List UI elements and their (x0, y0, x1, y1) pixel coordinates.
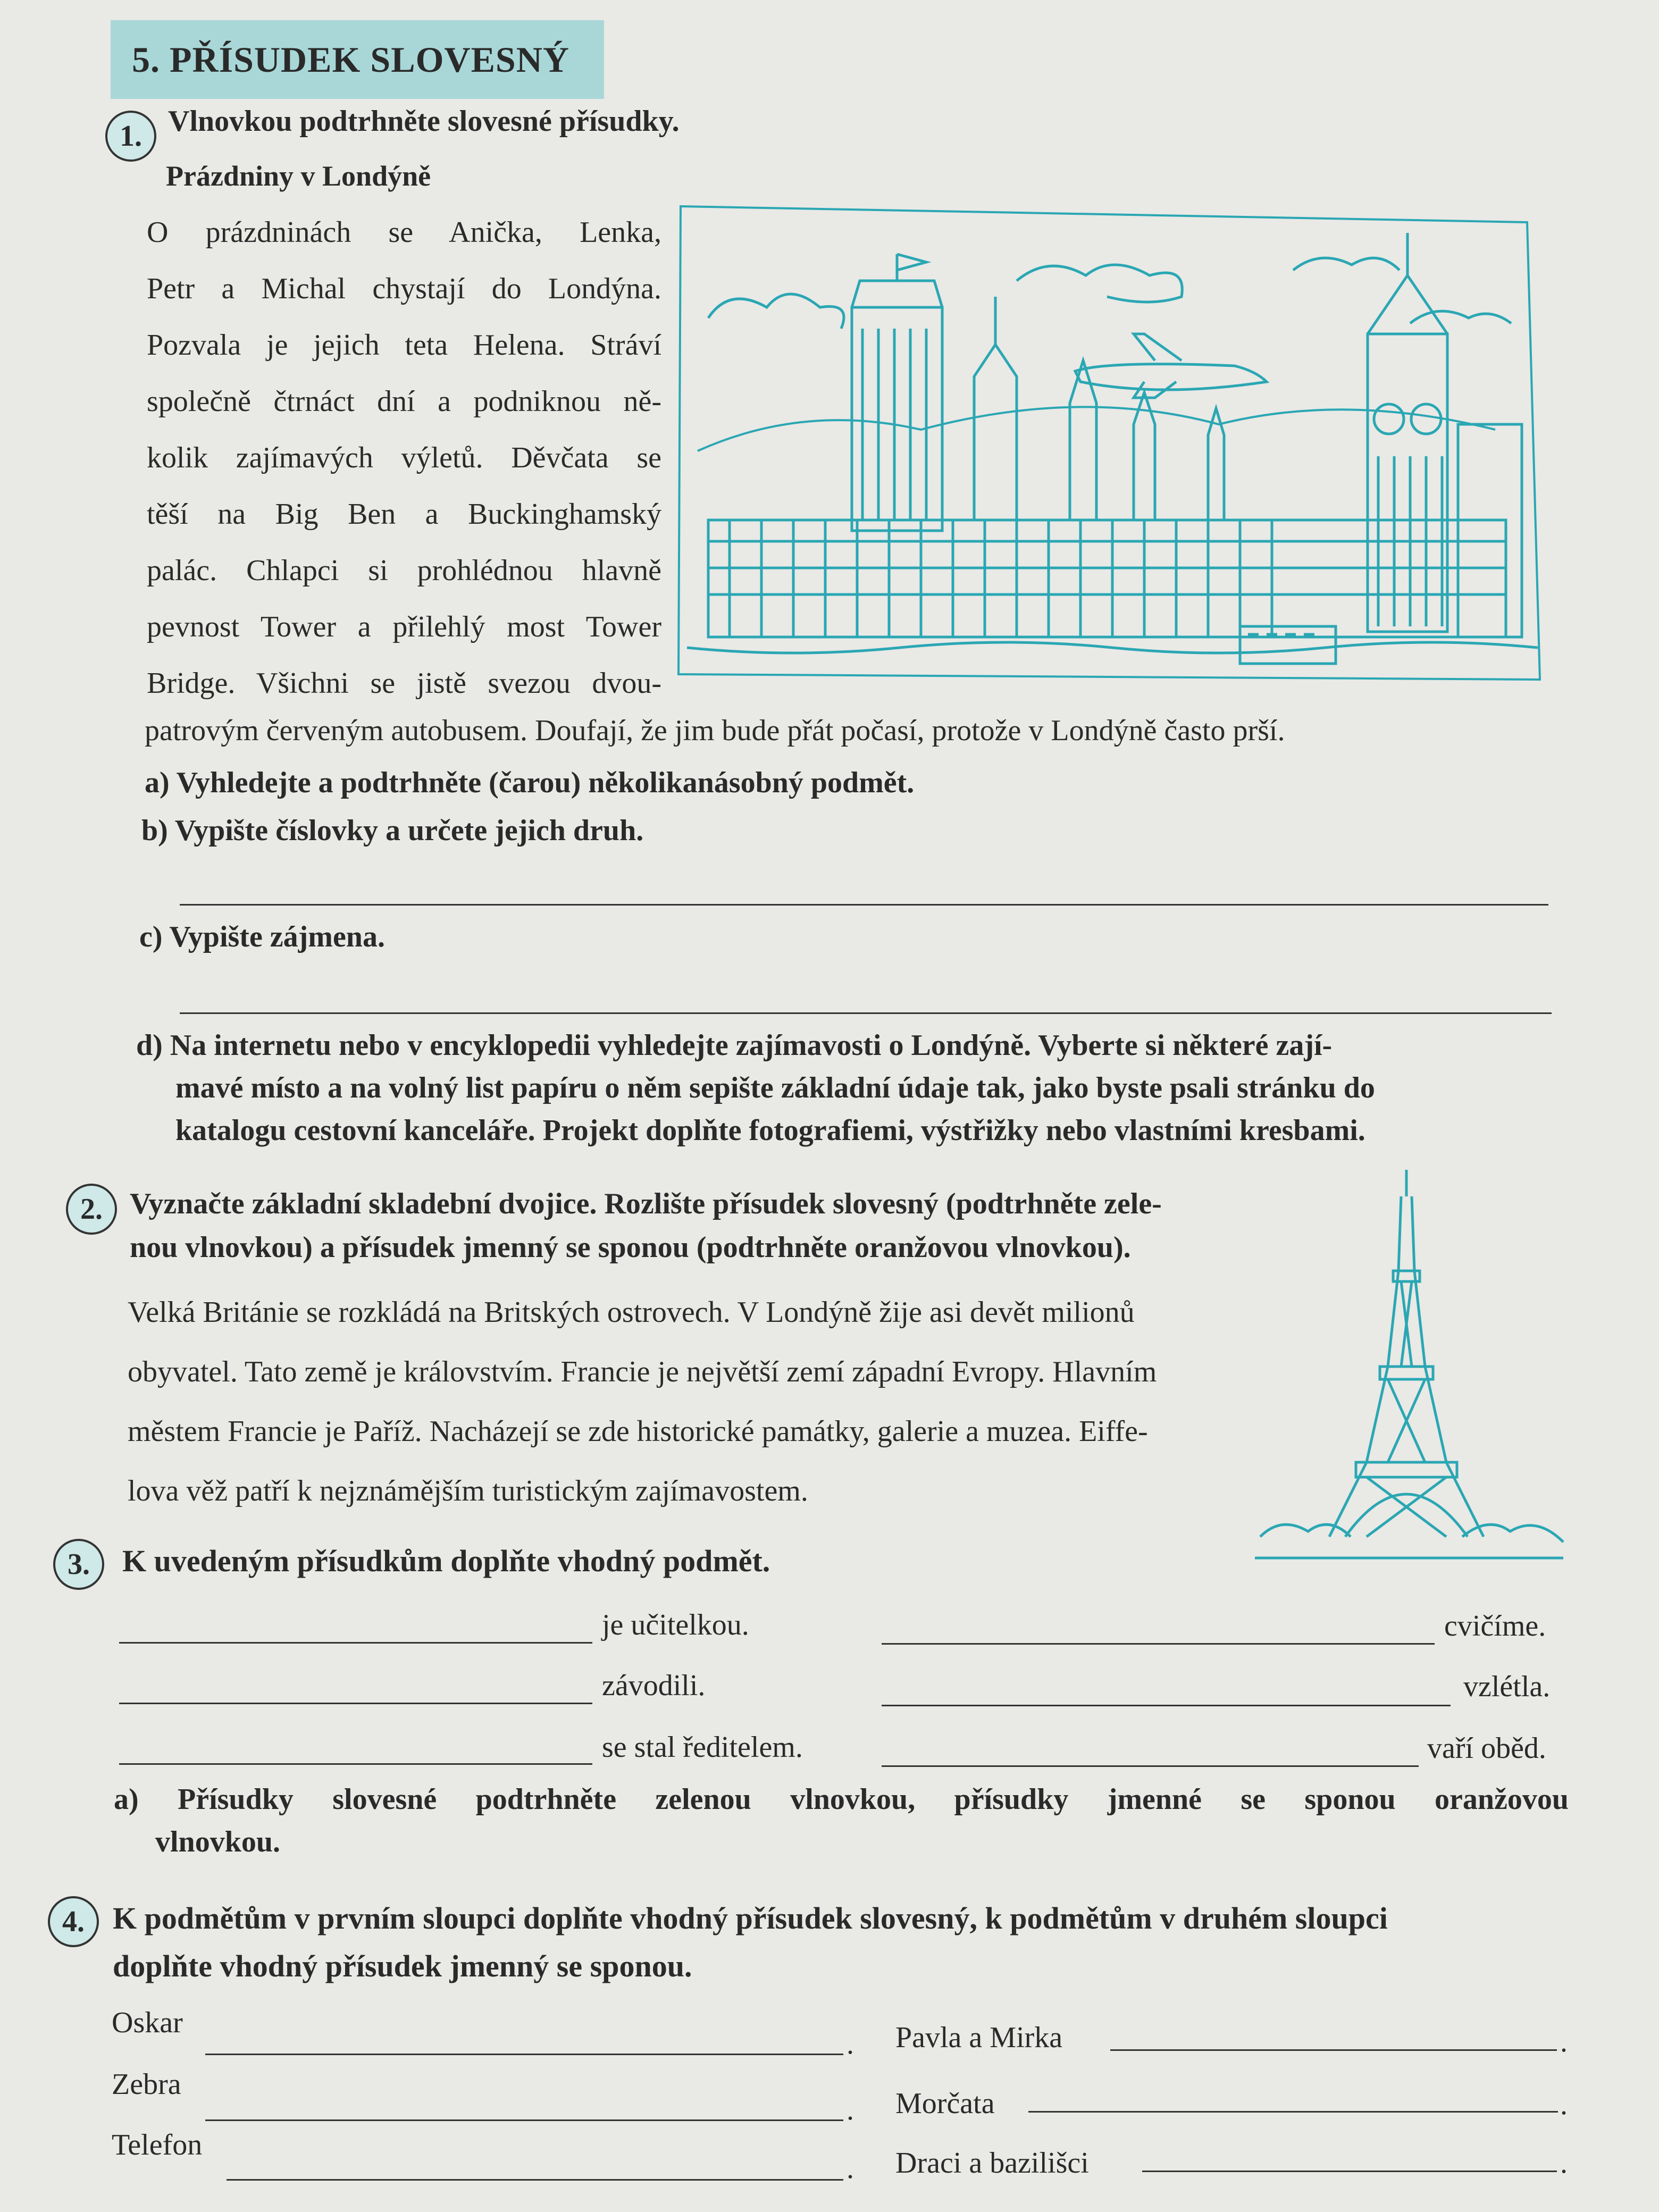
predicate-right-3: vaří oběd. (1427, 1732, 1546, 1765)
exercise-3-instruction: K uvedeným přísudkům doplňte vhodný podmět. (122, 1544, 770, 1578)
exercise-1-heading: Prázdniny v Londýně (166, 160, 431, 192)
text-line: palác. Chlapci si prohlédnou hlavně (147, 554, 661, 587)
fill-line[interactable] (205, 2054, 843, 2055)
exercise-4-number: 4. (48, 1896, 99, 1947)
predicate-left-3: se stal ředitelem. (602, 1731, 803, 1764)
subject-right-2: Morčata (895, 2087, 995, 2120)
predicate-left-2: závodili. (602, 1669, 706, 1702)
exercise-1-text (147, 204, 661, 711)
text-line: Pozvala je jejich teta Helena. Stráví (147, 329, 661, 362)
fill-line[interactable] (227, 2179, 843, 2181)
predicate-left-1: je učitelkou. (602, 1608, 749, 1641)
answer-line-c[interactable] (180, 1012, 1552, 1014)
exercise-2-instruction-line1: Vyznačte základní skladební dvojice. Rozlište přísudek slovesný (podtrhněte zele- (130, 1187, 1162, 1220)
subject-right-1: Pavla a Mirka (895, 2021, 1063, 2054)
exercise-1-task-c: c) Vypište zájmena. (139, 920, 385, 953)
text-line: městem Francie je Paříž. Nacházejí se zde historické památky, galerie a muzea. Eiffe- (128, 1415, 1148, 1448)
section-title: 5. PŘÍSUDEK SLOVESNÝ (111, 20, 604, 99)
eiffel-tower-illustration-icon (1250, 1164, 1569, 1569)
exercise-2-instruction-line2: nou vlnovkou) a přísudek jmenný se sponou (podtrhněte oranžovou vlnovkou). (130, 1231, 1131, 1264)
exercise-2-number: 2. (66, 1184, 117, 1235)
fill-line[interactable] (882, 1643, 1435, 1645)
exercise-1-task-d-line3: katalogu cestovní kanceláře. Projekt doplňte fotografiemi, výstřižky nebo vlastními kresbami. (175, 1114, 1365, 1147)
fill-line[interactable] (205, 2119, 843, 2121)
period: . (1560, 2088, 1568, 2121)
predicate-right-2: vzlétla. (1463, 1670, 1551, 1703)
answer-line-b[interactable] (180, 904, 1548, 906)
text-line: Petr a Michal chystají do Londýna. (147, 272, 661, 305)
period: . (847, 2093, 854, 2126)
text-line: těší na Big Ben a Buckinghamský (147, 498, 661, 531)
exercise-4-instruction-line1: K podmětům v prvním sloupci doplňte vhodný přísudek slovesný, k podmětům v druhém sloupci (113, 1901, 1388, 1936)
exercise-3-number: 3. (53, 1539, 104, 1590)
text-line: pevnost Tower a přilehlý most Tower (147, 610, 661, 643)
text-line: obyvatel. Tato země je královstvím. Francie je největší zemí západní Evropy. Hlavním (128, 1355, 1157, 1388)
text-line: společně čtrnáct dní a podniknou ně- (147, 385, 661, 418)
period: . (1560, 2147, 1568, 2180)
subject-left-1: Oskar (112, 2006, 183, 2039)
exercise-1-number: 1. (105, 111, 156, 162)
period: . (847, 2027, 854, 2060)
exercise-4-instruction-line2: doplňte vhodný přísudek jmenný se sponou. (113, 1949, 692, 1983)
period: . (847, 2152, 854, 2185)
fill-line[interactable] (882, 1705, 1451, 1706)
subject-right-3: Draci a bazilišci (895, 2147, 1089, 2180)
text-line: lova věž patří k nejznámějším turistickým zajímavostem. (128, 1474, 808, 1507)
exercise-1-task-d-line2: mavé místo a na volný list papíru o něm sepište základní údaje tak, jako byste psali stránku do (175, 1071, 1375, 1104)
london-illustration-icon (676, 201, 1544, 682)
subject-left-3: Telefon (112, 2129, 203, 2161)
fill-line[interactable] (882, 1765, 1419, 1767)
period: . (1560, 2025, 1568, 2058)
exercise-1-last-line: patrovým červeným autobusem. Doufají, že jim bude přát počasí, protože v Londýně často prší. (145, 714, 1285, 747)
exercise-2-text (128, 1283, 1157, 1521)
predicate-right-1: cvičíme. (1444, 1610, 1546, 1643)
fill-line[interactable] (1028, 2111, 1558, 2113)
text-line: Bridge. Všichni se jistě svezou dvou- (147, 667, 661, 700)
fill-line[interactable] (119, 1703, 592, 1704)
fill-line[interactable] (119, 1642, 592, 1644)
text-line: O prázdninách se Anička, Lenka, (147, 216, 661, 249)
exercise-1-task-b: b) Vypište číslovky a určete jejich druh. (141, 814, 644, 847)
exercise-1-task-a: a) Vyhledejte a podtrhněte (čarou) několikanásobný podmět. (145, 766, 915, 799)
exercise-3-task-a-line1: a) Přísudky slovesné podtrhněte zelenou vlnovkou, přísudky jmenné se sponou oranžovou (114, 1783, 1569, 1816)
fill-line[interactable] (1110, 2049, 1557, 2051)
exercise-3-task-a-line2: vlnovkou. (155, 1825, 280, 1858)
fill-line[interactable] (1142, 2171, 1557, 2172)
fill-line[interactable] (119, 1763, 592, 1765)
subject-left-2: Zebra (112, 2068, 181, 2101)
text-line: Velká Británie se rozkládá na Britských ostrovech. V Londýně žije asi devět milionů (128, 1296, 1135, 1329)
exercise-1-instruction: Vlnovkou podtrhněte slovesné přísudky. (168, 105, 680, 138)
exercise-1-task-d-line1: d) Na internetu nebo v encyklopedii vyhledejte zajímavosti o Londýně. Vyberte si některé zají- (136, 1029, 1333, 1062)
text-line: kolik zajímavých výletů. Děvčata se (147, 441, 661, 474)
